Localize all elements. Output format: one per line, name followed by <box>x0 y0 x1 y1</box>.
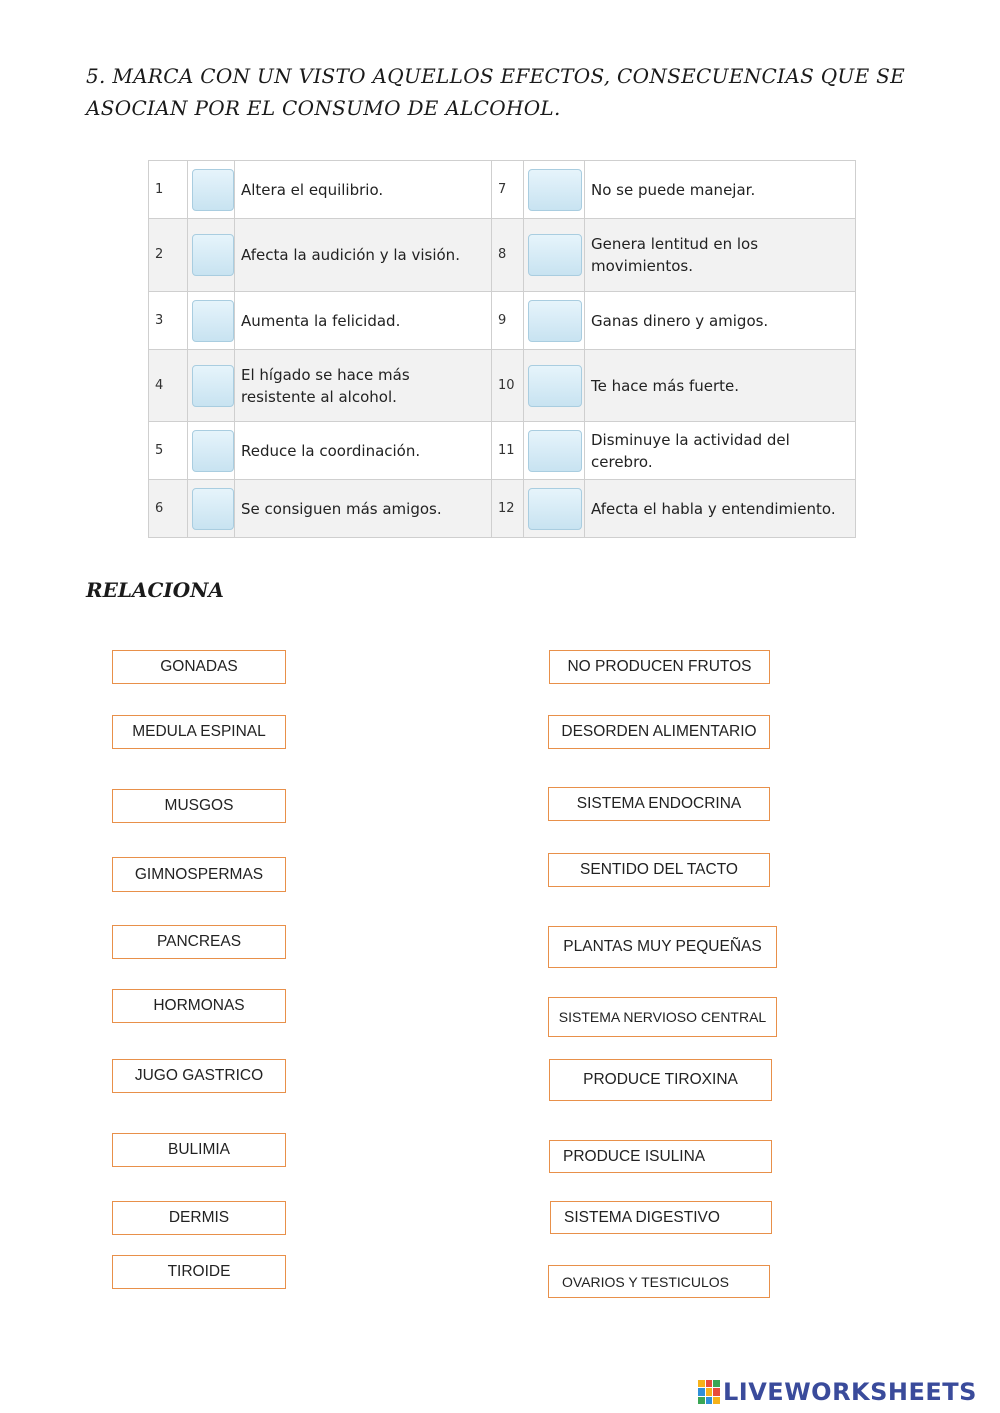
right-term-sistema-endocrina[interactable]: SISTEMA ENDOCRINA <box>548 787 770 821</box>
right-term-sentido-del-tacto[interactable]: SENTIDO DEL TACTO <box>548 853 770 887</box>
item-text: Afecta la audición y la visión. <box>235 219 492 292</box>
item-text: Altera el equilibrio. <box>235 161 492 219</box>
checkbox-12[interactable] <box>528 488 582 530</box>
left-term-gonadas[interactable]: GONADAS <box>112 650 286 684</box>
checkbox-7[interactable] <box>528 169 582 211</box>
item-text: Genera lentitud en los movimientos. <box>585 219 856 292</box>
table-row <box>149 292 856 350</box>
right-term-plantas-muy-pequenas[interactable]: PLANTAS MUY PEQUEÑAS <box>548 926 777 968</box>
liveworksheets-logo <box>698 1378 977 1406</box>
item-number: 1 <box>149 161 188 219</box>
left-term-musgos[interactable]: MUSGOS <box>112 789 286 823</box>
left-term-pancreas[interactable]: PANCREAS <box>112 925 286 959</box>
left-term-jugo-gastrico[interactable]: JUGO GASTRICO <box>112 1059 286 1093</box>
checkbox-5[interactable] <box>192 430 234 472</box>
item-number: 2 <box>149 219 188 292</box>
left-term-dermis[interactable]: DERMIS <box>112 1201 286 1235</box>
instruction-line-1: 5. MARCA CON UN VISTO AQUELLOS EFECTOS, CONSECUENCIAS QUE SE <box>86 64 906 88</box>
right-term-no-producen-frutos[interactable]: NO PRODUCEN FRUTOS <box>549 650 770 684</box>
checkbox-10[interactable] <box>528 365 582 407</box>
left-term-tiroide[interactable]: TIROIDE <box>112 1255 286 1289</box>
table-row <box>149 219 856 292</box>
right-term-ovarios-y-testiculos[interactable]: OVARIOS Y TESTICULOS <box>548 1265 770 1298</box>
table-row <box>149 350 856 422</box>
right-term-sistema-digestivo[interactable]: SISTEMA DIGESTIVO <box>550 1201 772 1234</box>
item-text: Reduce la coordinación. <box>235 422 492 480</box>
item-text: El hígado se hace más resistente al alcohol. <box>235 350 492 422</box>
instruction-title <box>86 60 946 124</box>
item-text: Disminuye la actividad del cerebro. <box>585 422 856 480</box>
brand-name: LIVEWORKSHEETS <box>723 1378 977 1406</box>
item-number: 10 <box>492 350 524 422</box>
checkbox-8[interactable] <box>528 234 582 276</box>
right-term-sistema-nervioso-central[interactable]: SISTEMA NERVIOSO CENTRAL <box>548 997 777 1037</box>
right-term-produce-isulina[interactable]: PRODUCE ISULINA <box>549 1140 772 1173</box>
item-number: 9 <box>492 292 524 350</box>
relaciona-title: RELACIONA <box>86 578 224 602</box>
left-term-gimnospermas[interactable]: GIMNOSPERMAS <box>112 857 286 892</box>
logo-mark-icon <box>698 1380 720 1404</box>
table-row <box>149 480 856 538</box>
left-term-medula-espinal[interactable]: MEDULA ESPINAL <box>112 715 286 749</box>
table-row <box>149 161 856 219</box>
checkbox-4[interactable] <box>192 365 234 407</box>
checkbox-6[interactable] <box>192 488 234 530</box>
checkbox-3[interactable] <box>192 300 234 342</box>
right-term-desorden-alimentario[interactable]: DESORDEN ALIMENTARIO <box>548 715 770 749</box>
item-text: Se consiguen más amigos. <box>235 480 492 538</box>
item-text: No se puede manejar. <box>585 161 856 219</box>
item-number: 3 <box>149 292 188 350</box>
checkbox-2[interactable] <box>192 234 234 276</box>
effects-table <box>148 160 856 538</box>
item-number: 7 <box>492 161 524 219</box>
instruction-line-2: ASOCIAN POR EL CONSUMO DE ALCOHOL. <box>86 96 561 120</box>
item-number: 12 <box>492 480 524 538</box>
item-number: 5 <box>149 422 188 480</box>
item-number: 8 <box>492 219 524 292</box>
item-text: Ganas dinero y amigos. <box>585 292 856 350</box>
left-term-bulimia[interactable]: BULIMIA <box>112 1133 286 1167</box>
checkbox-11[interactable] <box>528 430 582 472</box>
item-number: 11 <box>492 422 524 480</box>
item-text: Aumenta la felicidad. <box>235 292 492 350</box>
item-number: 4 <box>149 350 188 422</box>
item-number: 6 <box>149 480 188 538</box>
left-term-hormonas[interactable]: HORMONAS <box>112 989 286 1023</box>
right-term-produce-tiroxina[interactable]: PRODUCE TIROXINA <box>549 1059 772 1101</box>
checkbox-1[interactable] <box>192 169 234 211</box>
item-text: Afecta el habla y entendimiento. <box>585 480 856 538</box>
table-row <box>149 422 856 480</box>
item-text: Te hace más fuerte. <box>585 350 856 422</box>
checkbox-9[interactable] <box>528 300 582 342</box>
